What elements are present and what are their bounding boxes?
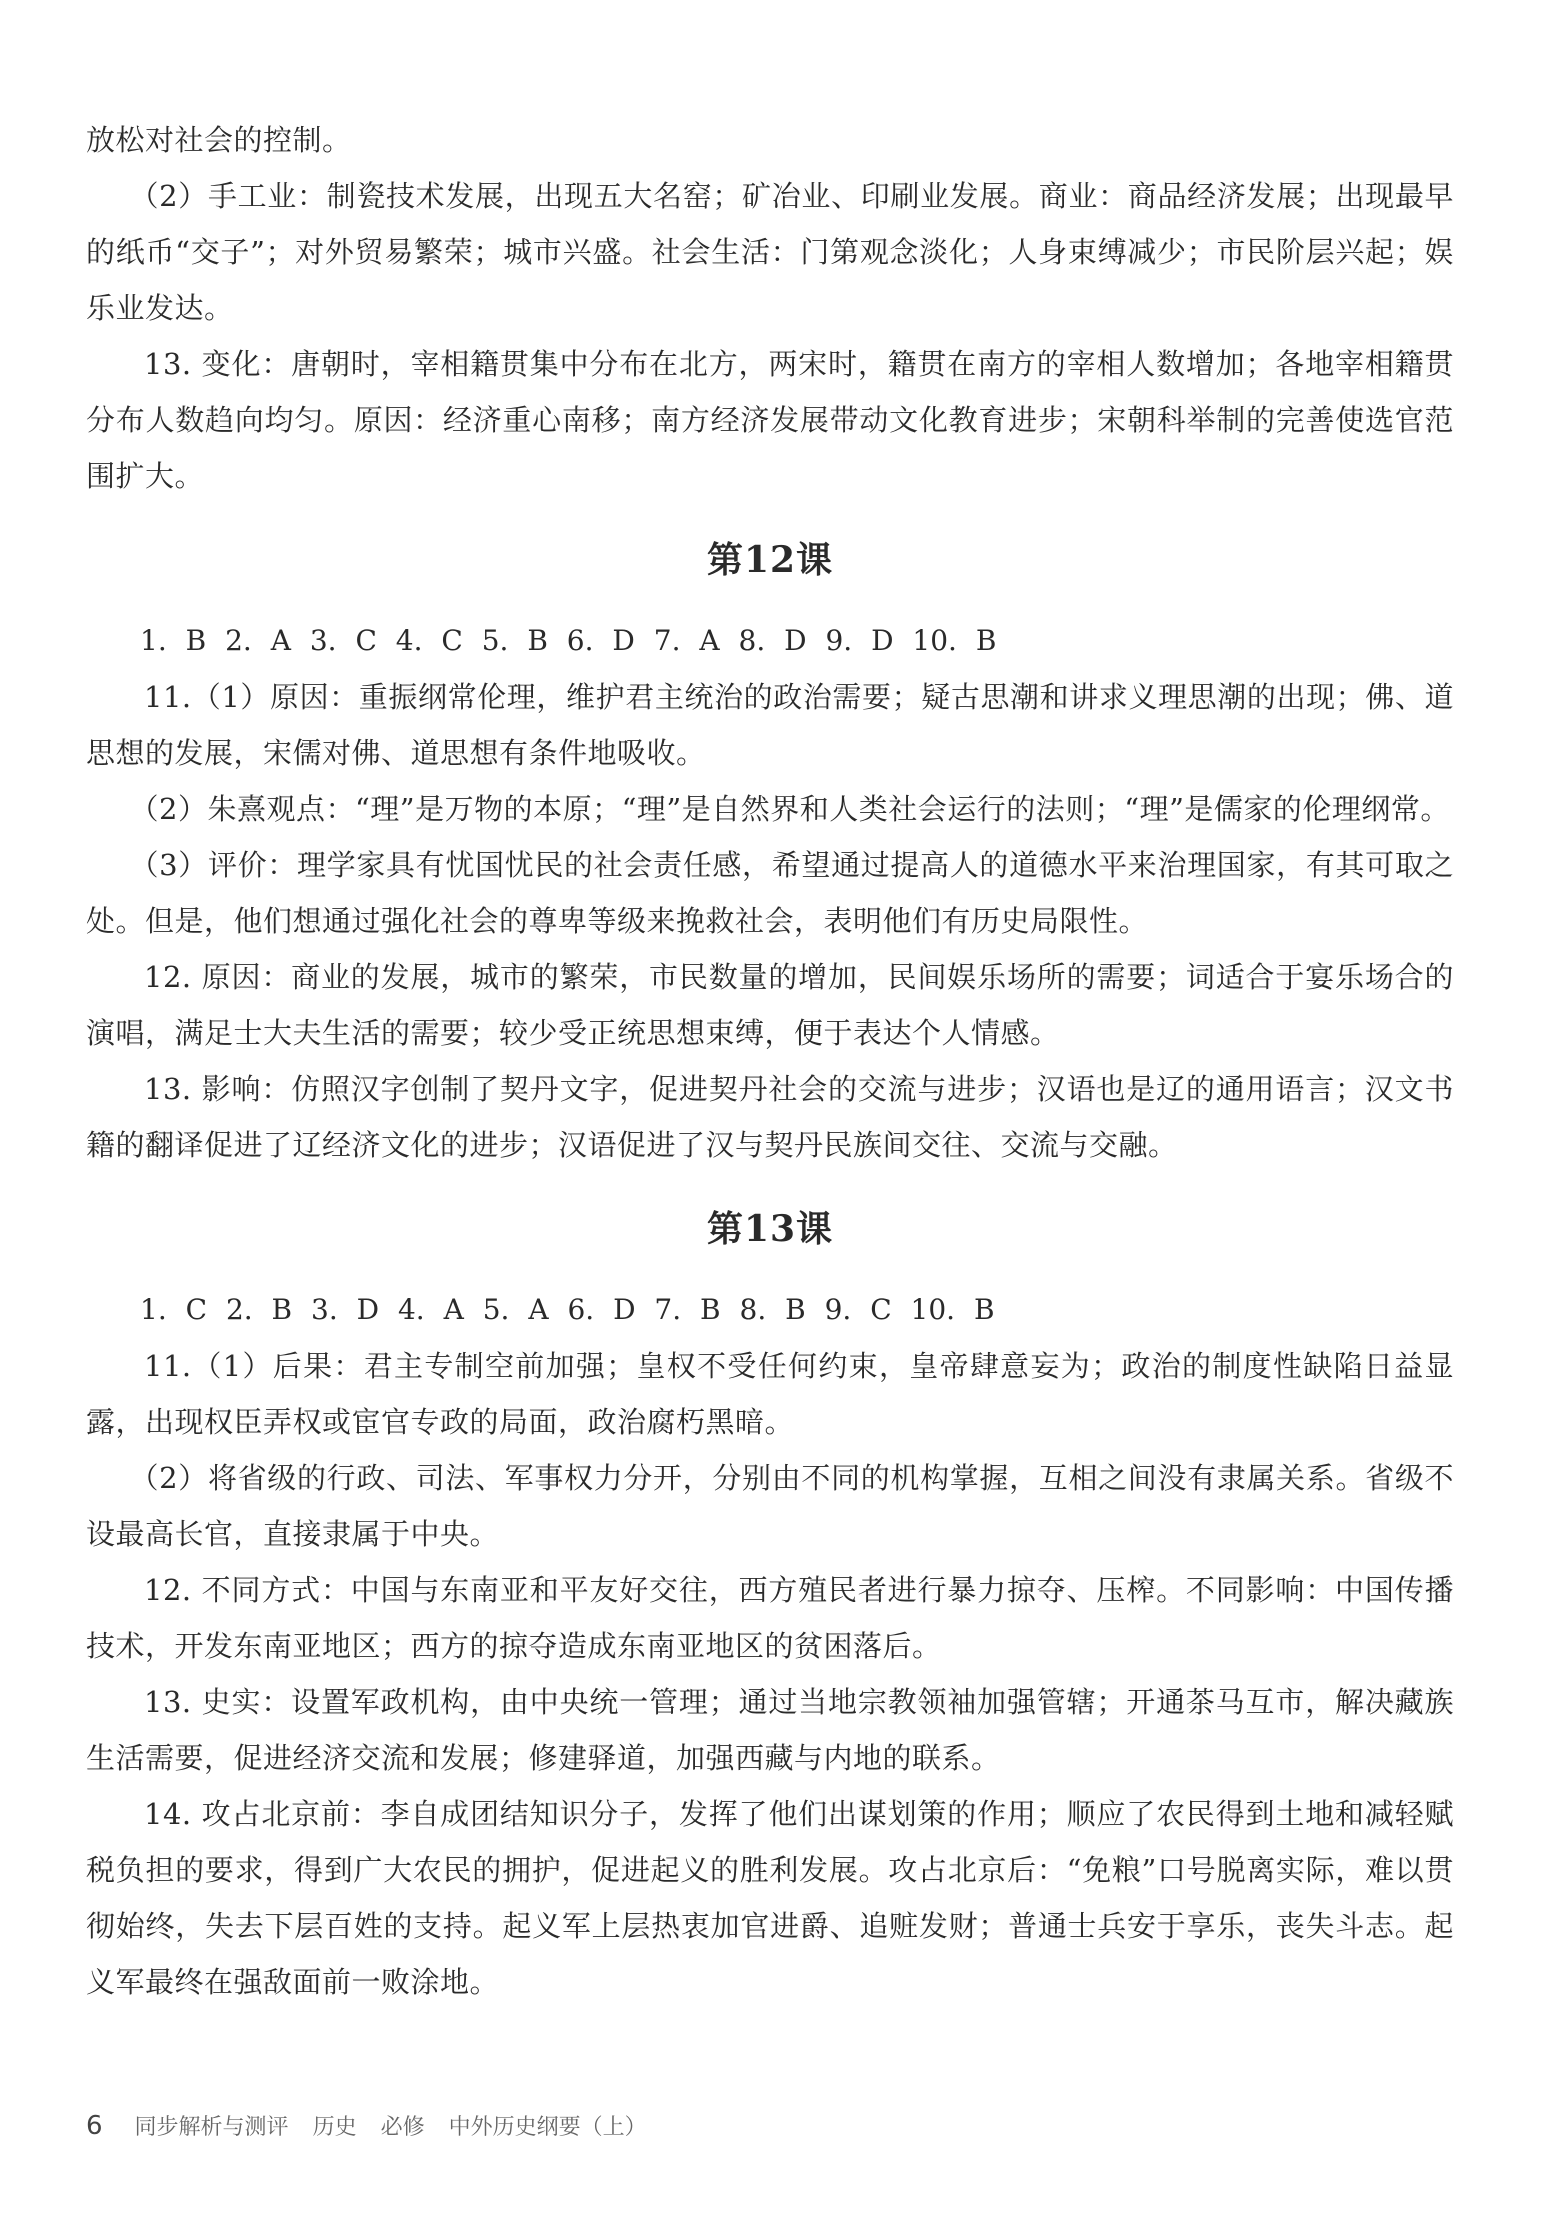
paragraph-control: 放松对社会的控制。 — [86, 123, 352, 157]
lesson-13-q14: 14. 攻占北京前：李自成团结知识分子，发挥了他们出谋划策的作用；顺应了农民得到土地和减轻赋税负担的要求，得到广大农民的拥护，促进起义的胜利发展。攻占北京后：“免粮”口号脱离实际，难以贯彻始终，失去下层百姓的支持。起义军上层热衷加官进爵、追赃发财；普通士兵安于享乐，丧失斗志。起义军最终在强敌面前一败涂地。 — [86, 1797, 1454, 1999]
lesson-13-title: 第13课 — [706, 1208, 834, 1250]
lesson-12-q12: 12. 原因：商业的发展，城市的繁荣，市民数量的增加，民间娱乐场所的需要；词适合于宴乐场合的演唱，满足士大夫生活的需要；较少受正统思想束缚，便于表达个人情感。 — [86, 960, 1454, 1050]
lesson-13-choice-answers: 1. C 2. B 3. D 4. A 5. A 6. D 7. B 8. B 9. C 10. B — [140, 1293, 995, 1326]
lesson-13-q11-2: （2）将省级的行政、司法、军事权力分开，分别由不同的机构掌握，互相之间没有隶属关系。省级不设最高长官，直接隶属于中央。 — [86, 1461, 1454, 1551]
spacer — [86, 1173, 1454, 1201]
lesson-12-choice-answers: 1. B 2. A 3. C 4. C 5. B 6. D 7. A 8. D 9. D 10. B — [140, 624, 997, 657]
lesson-13-q11-1: 11.（1）后果：君主专制空前加强；皇权不受任何约束，皇帝肆意妄为；政治的制度性缺陷日益显露，出现权臣弄权或宦官专政的局面，政治腐朽黑暗。 — [86, 1349, 1454, 1439]
lesson-12-q11-3: （3）评价：理学家具有忧国忧民的社会责任感，希望通过提高人的道德水平来治理国家，有其可取之处。但是，他们想通过强化社会的尊卑等级来挽救社会，表明他们有历史局限性。 — [86, 848, 1454, 938]
lesson-13-q13: 13. 史实：设置军政机构，由中央统一管理；通过当地宗教领袖加强管辖；开通茶马互市，解决藏族生活需要，促进经济交流和发展；修建驿道，加强西藏与内地的联系。 — [86, 1685, 1454, 1775]
footer-subject: 历史 — [312, 2115, 357, 2140]
lesson-12-q11-2: （2）朱熹观点：“理”是万物的本原；“理”是自然界和人类社会运行的法则；“理”是儒家的伦理纲常。 — [129, 792, 1450, 826]
page-footer — [86, 2110, 647, 2141]
spacer — [86, 583, 1454, 613]
footer-series: 同步解析与测评 — [134, 2115, 289, 2140]
spacer — [86, 1252, 1454, 1282]
footer-type: 必修 — [380, 2115, 425, 2140]
paragraph-handicraft: （2）手工业：制瓷技术发展，出现五大名窑；矿冶业、印刷业发展。商业：商品经济发展；出现最早的纸币“交子”；对外贸易繁荣；城市兴盛。社会生活：门第观念淡化；人身束缚减少；市民阶层兴起；娱乐业发达。 — [86, 179, 1454, 325]
paragraph-q13-change: 13. 变化：唐朝时，宰相籍贯集中分布在北方，两宋时，籍贯在南方的宰相人数增加；各地宰相籍贯分布人数趋向均匀。原因：经济重心南移；南方经济发展带动文化教育进步；宋朝科举制的完善使选官范围扩大。 — [86, 347, 1454, 493]
footer-book: 中外历史纲要（上） — [448, 2115, 647, 2140]
lesson-12-title: 第12课 — [706, 539, 834, 581]
lesson-13-q12: 12. 不同方式：中国与东南亚和平友好交往，西方殖民者进行暴力掠夺、压榨。不同影响：中国传播技术，开发东南亚地区；西方的掠夺造成东南亚地区的贫困落后。 — [86, 1573, 1454, 1663]
page-number: 6 — [86, 2111, 103, 2141]
spacer — [86, 504, 1454, 532]
document-page — [86, 112, 1454, 2010]
lesson-12-q13: 13. 影响：仿照汉字创制了契丹文字，促进契丹社会的交流与进步；汉语也是辽的通用语言；汉文书籍的翻译促进了辽经济文化的进步；汉语促进了汉与契丹民族间交往、交流与交融。 — [86, 1072, 1454, 1162]
lesson-12-q11-1: 11.（1）原因：重振纲常伦理，维护君主统治的政治需要；疑古思潮和讲求义理思潮的出现；佛、道思想的发展，宋儒对佛、道思想有条件地吸收。 — [86, 680, 1454, 770]
